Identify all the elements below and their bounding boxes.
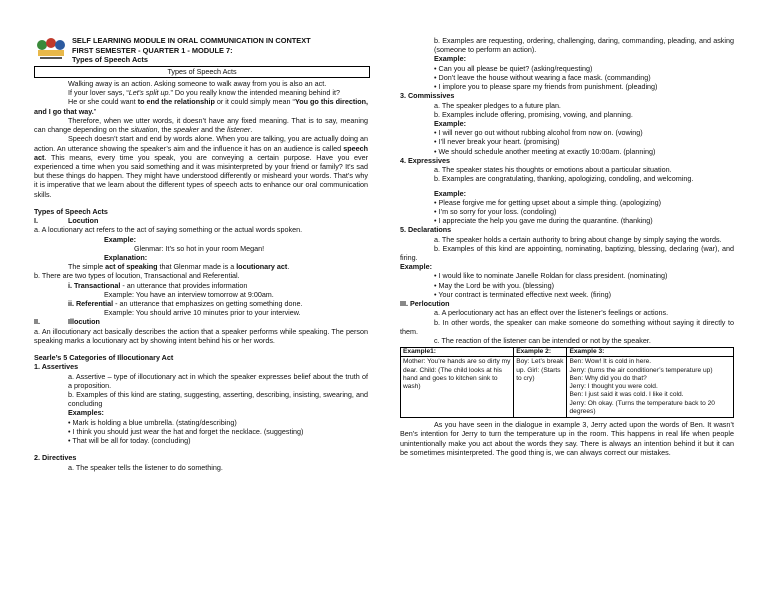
example: Example: You should arrive 10 minutes prior to your interview. [104,308,301,318]
paragraph: b. Examples include offering, promising, vowing, and planning. [434,109,633,119]
list-item: • I implore you to please spare my friends from punishment. (pleading) [434,82,658,92]
paragraph: b. In other words, the speaker can make someone do something without saying it directly to them. [400,317,734,336]
list-item: • May the Lord be with you. (blessing) [434,280,554,290]
section-heading: 2. Directives [34,453,77,463]
paragraph: b. Examples are congratulating, thanking, apologizing, condoling, and welcoming. [434,174,694,184]
label: Example: [434,188,466,198]
paragraph: a. The speaker tells the listener to do something. [68,462,223,472]
section-heading: Types of Speech Acts [34,206,108,216]
table-header: Example 3: [567,348,734,357]
section-heading: Searle’s 5 Categories of Illocutionary Act [34,353,174,363]
dialogue-line: Ben: I just said it was cold. I like it cold. [569,391,684,399]
label: Examples: [68,408,104,418]
list-item: i. Transactional - an utterance that provides information [68,280,248,290]
list-item: • We should schedule another meeting at exactly 10:00am. (planning) [434,146,656,156]
title-box: Types of Speech Acts [34,66,370,78]
list-item: • I’m so sorry for your loss. (condoling) [434,206,557,216]
table-cell: Mother: You’re hands are so dirty my dear. Child: (The child looks at his hand and goes to kitchen sink to wash) [401,357,514,418]
right-column [400,36,734,457]
section-heading: III. Perlocution [400,299,450,309]
example: Glenmar: It’s so hot in your room Megan! [134,243,265,253]
paragraph: b. Examples are requesting, ordering, challenging, daring, commanding, pleading, and asking (someone to perform an action). [434,36,734,55]
label: Example: [434,118,466,128]
section-heading: 1. Assertives [34,362,79,372]
module-logo [34,36,68,66]
paragraph: a. An illocutionary act basically describes the action that a speaker performs while speaking. The person speaking marks a locutionary act by showing intent behind his or her words. [34,326,368,345]
label: Example: [400,262,432,272]
dialogue-line: Ben: Why did you do that? [569,374,647,382]
paragraph: Therefore, when we utter words, it doesn’t have any fixed meaning. That is to say, meaning can change depending on the situation, the speaker and the listener. [34,115,368,135]
list-item: • Please forgive me for getting upset about a simple thing. (apologizing) [434,197,662,207]
section-heading: 4. Expressives [400,155,450,165]
list-item: • I’ll never break your heart. (promising) [434,137,560,147]
paragraph: b. Examples of this kind are appointing, nominating, baptizing, blessing, declaring (war), and firing. [400,243,734,263]
section-heading: 5. Declarations [400,225,452,235]
header-line2: FIRST SEMESTER - QUARTER 1 - MODULE 7: [72,45,233,55]
table-cell: Boy: Let’s break up. Girl: (Starts to cry) [514,357,567,418]
list-item: • That will be all for today. (concluding) [68,436,191,446]
list-item: • I would like to nominate Janelle Roldan for class president. (nominating) [434,271,668,281]
dialogue-line: Jerry: (turns the air conditioner’s temperature up) [569,366,713,374]
paragraph: As you have seen in the dialogue in example 3, Jerry acted upon the words of Ben. It wasn’t Ben’s intention for Jerry to turn the temperature up in the room. This happens in real life when people unintentionally make you act about the words they say. There is always an intention behind it but it can be sometimes misinterpreted. The good thing is, we can always correct our mistakes. [400,420,734,457]
label: Example: [434,54,466,64]
left-column [34,79,368,472]
section-heading: 3. Commissives [400,91,455,101]
list-item: • Can you all please be quiet? (asking/requesting) [434,63,593,73]
table-header: Example 2: [514,348,567,357]
list-item: • I appreciate the help you gave me during the quarantine. (thanking) [434,216,653,226]
example: Example: You have an interview tomorrow at 9:00am. [104,289,274,299]
module-header [72,36,311,65]
dialogue-line: Jerry: Oh okay. (Turns the temperature back to 20 degrees) [569,399,715,415]
paragraph: a. The speaker holds a certain authority to bring about change by simply saying the words. [434,234,722,244]
paragraph: a. Assertive – type of illocutionary act in which the speaker expresses belief about the truth of a proposition. [68,371,368,390]
list-item: • I will never go out without rubbing alcohol from now on. (vowing) [434,128,643,138]
section-heading: II. Illocution [34,317,100,327]
paragraph: a. A perlocutionary act has an effect over the listener’s feelings or actions. [434,308,669,318]
dialogue-line: Ben: Wow! It is cold in here. [569,358,652,366]
table-header: Example1: [401,348,514,357]
dialogue-line: Jerry: I thought you were cold. [569,383,658,391]
table-row [401,357,734,418]
section-heading: I. Locution [34,216,99,226]
table-cell [567,357,734,418]
header-line3: Types of Speech Acts [72,55,148,65]
list-item: • Don’t leave the house without wearing a face mask. (commanding) [434,72,651,82]
label: Explanation: [104,252,148,262]
label: Example: [104,234,136,244]
paragraph: b. There are two types of locution, Transactional and Referential. [34,271,240,281]
header-line1: SELF LEARNING MODULE IN ORAL COMMUNICATION IN CONTEXT [72,36,311,45]
paragraph: If your lover says, “Let’s split up.” Do you really know the intended meaning behind it? [68,88,340,98]
paragraph: The simple act of speaking that Glenmar made is a locutionary act. [68,262,290,272]
list-item: • I think you should just wear the hat and forget the necklace. (suggesting) [68,426,304,436]
paragraph: a. The speaker pledges to a future plan. [434,100,561,110]
list-item: • Mark is holding a blue umbrella. (stating/describing) [68,417,237,427]
paragraph: a. A locutionary act refers to the act of saying something or the actual words spoken. [34,225,303,235]
paragraph: a. The speaker states his thoughts or emotions about a particular situation. [434,165,672,175]
paragraph: b. Examples of this kind are stating, suggesting, asserting, describing, insisting, swearing, and concluding [68,390,368,409]
paragraph: Speech doesn’t start and end by words alone. When you are talking, you are actually doing an action. An utterance showing the speaker’s aim and the influence it has on an audience is called speech act. This means, every time you speak, you are conveying a certain purpose. Have you ever experienced a time when you said something and it was misinterpreted by your friend or family? It’s sad but these things do happen. They might have understood differently or misheard your words. That’s why it is imperative that we learn about the different types of speech acts to enhance our oral communication skills. [34,134,368,199]
paragraph: Walking away is an action. Asking someone to walk away from you is also an act. [68,79,327,88]
paragraph: He or she could want to end the relationship or it could simply mean “You go this direction, and I go that way.” [34,97,368,116]
list-item: ii. Referential - an utterance that emphasizes on getting something done. [68,299,303,309]
paragraph: c. The reaction of the listener can be intended or not by the speaker. [434,336,651,345]
perlocution-examples-table [400,347,734,418]
list-item: • Your contract is terminated effective next week. (firing) [434,289,611,299]
